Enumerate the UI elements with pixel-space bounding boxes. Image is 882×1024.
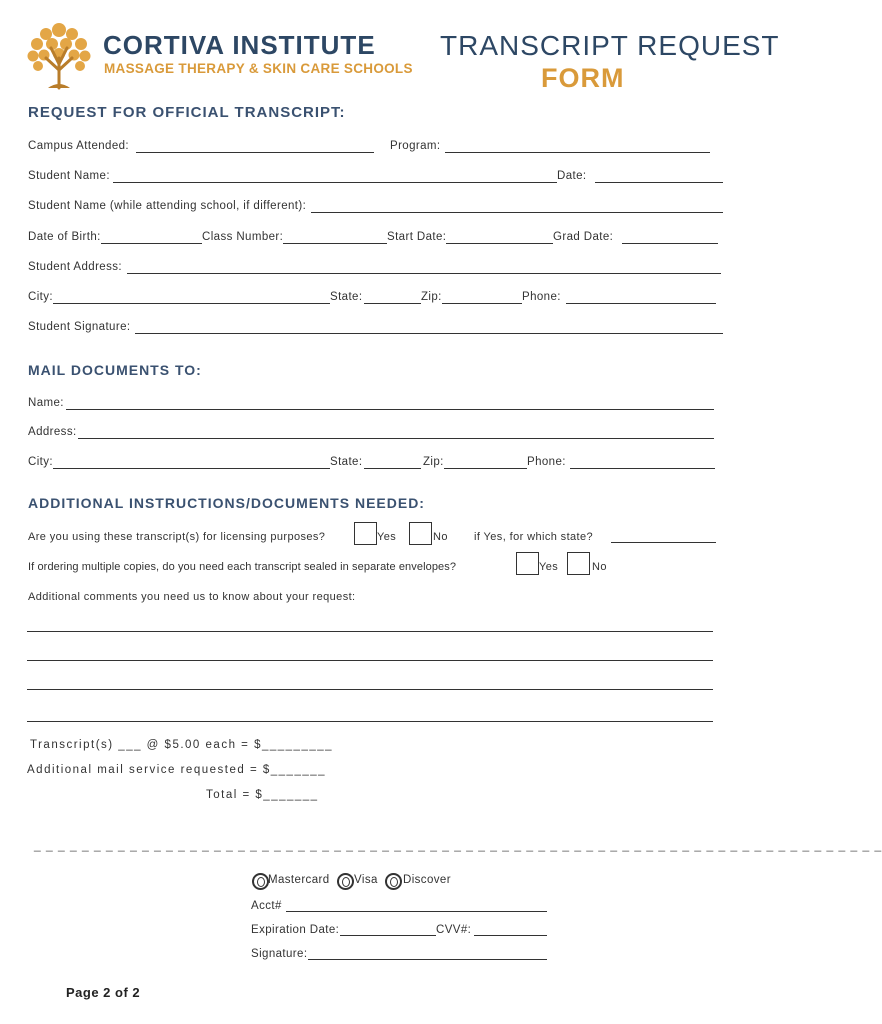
comments-label: Additional comments you need us to know about your request: — [28, 591, 356, 603]
cvv-field[interactable] — [474, 935, 547, 936]
form-title: TRANSCRIPT REQUEST — [440, 30, 780, 61]
comments-line[interactable] — [27, 721, 713, 722]
tree-logo-icon — [24, 18, 94, 90]
phone-field[interactable] — [566, 303, 716, 304]
phone-label: Phone: — [522, 291, 561, 303]
class-number-label: Class Number: — [202, 231, 284, 243]
sealed-no-label: No — [592, 561, 607, 573]
sealed-question: If ordering multiple copies, do you need each transcript sealed in separate envelopes? — [28, 561, 457, 573]
mail-address-label: Address: — [28, 426, 77, 438]
licensing-question: Are you using these transcript(s) for licensing purposes? — [28, 531, 326, 543]
mail-zip-label: Zip: — [423, 456, 444, 468]
mail-phone-field[interactable] — [570, 468, 715, 469]
institute-tagline: MASSAGE THERAPY & SKIN CARE SCHOOLS — [104, 61, 413, 76]
date-label: Date: — [557, 170, 587, 182]
expiration-field[interactable] — [340, 935, 436, 936]
discover-radio[interactable] — [385, 873, 402, 890]
which-state-field[interactable] — [611, 542, 716, 543]
state-field[interactable] — [364, 303, 421, 304]
mail-city-field[interactable] — [53, 468, 330, 469]
mastercard-label: Mastercard — [268, 874, 330, 886]
comments-line[interactable] — [27, 689, 713, 690]
zip-label: Zip: — [421, 291, 442, 303]
mail-phone-label: Phone: — [527, 456, 566, 468]
class-number-field[interactable] — [283, 243, 387, 244]
mail-state-field[interactable] — [364, 468, 421, 469]
licensing-yes-label: Yes — [377, 531, 397, 543]
comments-line[interactable] — [27, 631, 713, 632]
mail-state-label: State: — [330, 456, 363, 468]
licensing-yes-checkbox[interactable] — [354, 522, 377, 545]
mail-name-label: Name: — [28, 397, 64, 409]
grad-date-label: Grad Date: — [553, 231, 614, 243]
dob-label: Date of Birth: — [28, 231, 101, 243]
start-date-field[interactable] — [446, 243, 553, 244]
campus-label: Campus Attended: — [28, 140, 130, 152]
payment-signature-field[interactable] — [308, 959, 547, 960]
mail-service-line: Additional mail service requested = $_______ — [27, 764, 327, 776]
visa-radio[interactable] — [337, 873, 354, 890]
visa-label: Visa — [354, 874, 378, 886]
sealed-no-checkbox[interactable] — [567, 552, 590, 575]
grad-date-field[interactable] — [622, 243, 718, 244]
total-line: Total = $_______ — [206, 789, 319, 801]
city-field[interactable] — [53, 303, 330, 304]
program-label: Program: — [390, 140, 441, 152]
payment-signature-label: Signature: — [251, 948, 308, 960]
student-address-label: Student Address: — [28, 261, 122, 273]
campus-field[interactable] — [136, 152, 374, 153]
date-field[interactable] — [595, 182, 723, 183]
student-name-field[interactable] — [113, 182, 557, 183]
cut-line-divider: _ _ _ _ _ _ _ _ _ _ _ _ _ _ _ _ _ _ _ _ _ _ _ _ _ _ _ _ _ _ _ _ _ _ _ _ _ _ _ _ _ _ _ _ _ _ _ _ _ _ _ _ _ _ _ _ _ _ _ _ _ _ _ _ _ _ _ _ _ _ _ — [34, 838, 882, 852]
section-heading-official-transcript: REQUEST FOR OFFICIAL TRANSCRIPT: — [28, 104, 346, 121]
logo — [24, 18, 94, 90]
discover-label: Discover — [403, 874, 451, 886]
institute-name: CORTIVA INSTITUTE — [103, 30, 376, 60]
start-date-label: Start Date: — [387, 231, 447, 243]
which-state-label: if Yes, for which state? — [474, 531, 594, 543]
acct-field[interactable] — [286, 911, 547, 912]
sealed-yes-label: Yes — [539, 561, 559, 573]
page-number: Page 2 of 2 — [66, 985, 141, 1000]
mail-zip-field[interactable] — [444, 468, 527, 469]
section-heading-additional-instructions: ADDITIONAL INSTRUCTIONS/DOCUMENTS NEEDED: — [28, 495, 425, 511]
city-label: City: — [28, 291, 53, 303]
student-address-field[interactable] — [127, 273, 721, 274]
program-field[interactable] — [445, 152, 710, 153]
state-label: State: — [330, 291, 363, 303]
student-name-label: Student Name: — [28, 170, 110, 182]
former-name-field[interactable] — [311, 212, 723, 213]
mail-name-field[interactable] — [66, 409, 714, 410]
student-signature-label: Student Signature: — [28, 321, 131, 333]
acct-label: Acct# — [251, 900, 282, 912]
section-heading-mail-documents: MAIL DOCUMENTS TO: — [28, 362, 202, 378]
student-signature-field[interactable] — [135, 333, 723, 334]
licensing-no-label: No — [433, 531, 448, 543]
transcript-fee-line: Transcript(s) ___ @ $5.00 each = $_________ — [30, 739, 334, 751]
mail-address-field[interactable] — [78, 438, 714, 439]
form-title-subline: FORM — [541, 63, 625, 93]
licensing-no-checkbox[interactable] — [409, 522, 432, 545]
zip-field[interactable] — [442, 303, 522, 304]
cvv-label: CVV#: — [436, 924, 472, 936]
mail-city-label: City: — [28, 456, 53, 468]
dob-field[interactable] — [101, 243, 202, 244]
mastercard-radio[interactable] — [252, 873, 269, 890]
comments-line[interactable] — [27, 660, 713, 661]
former-name-label: Student Name (while attending school, if different): — [28, 200, 307, 212]
sealed-yes-checkbox[interactable] — [516, 552, 539, 575]
expiration-label: Expiration Date: — [251, 924, 340, 936]
